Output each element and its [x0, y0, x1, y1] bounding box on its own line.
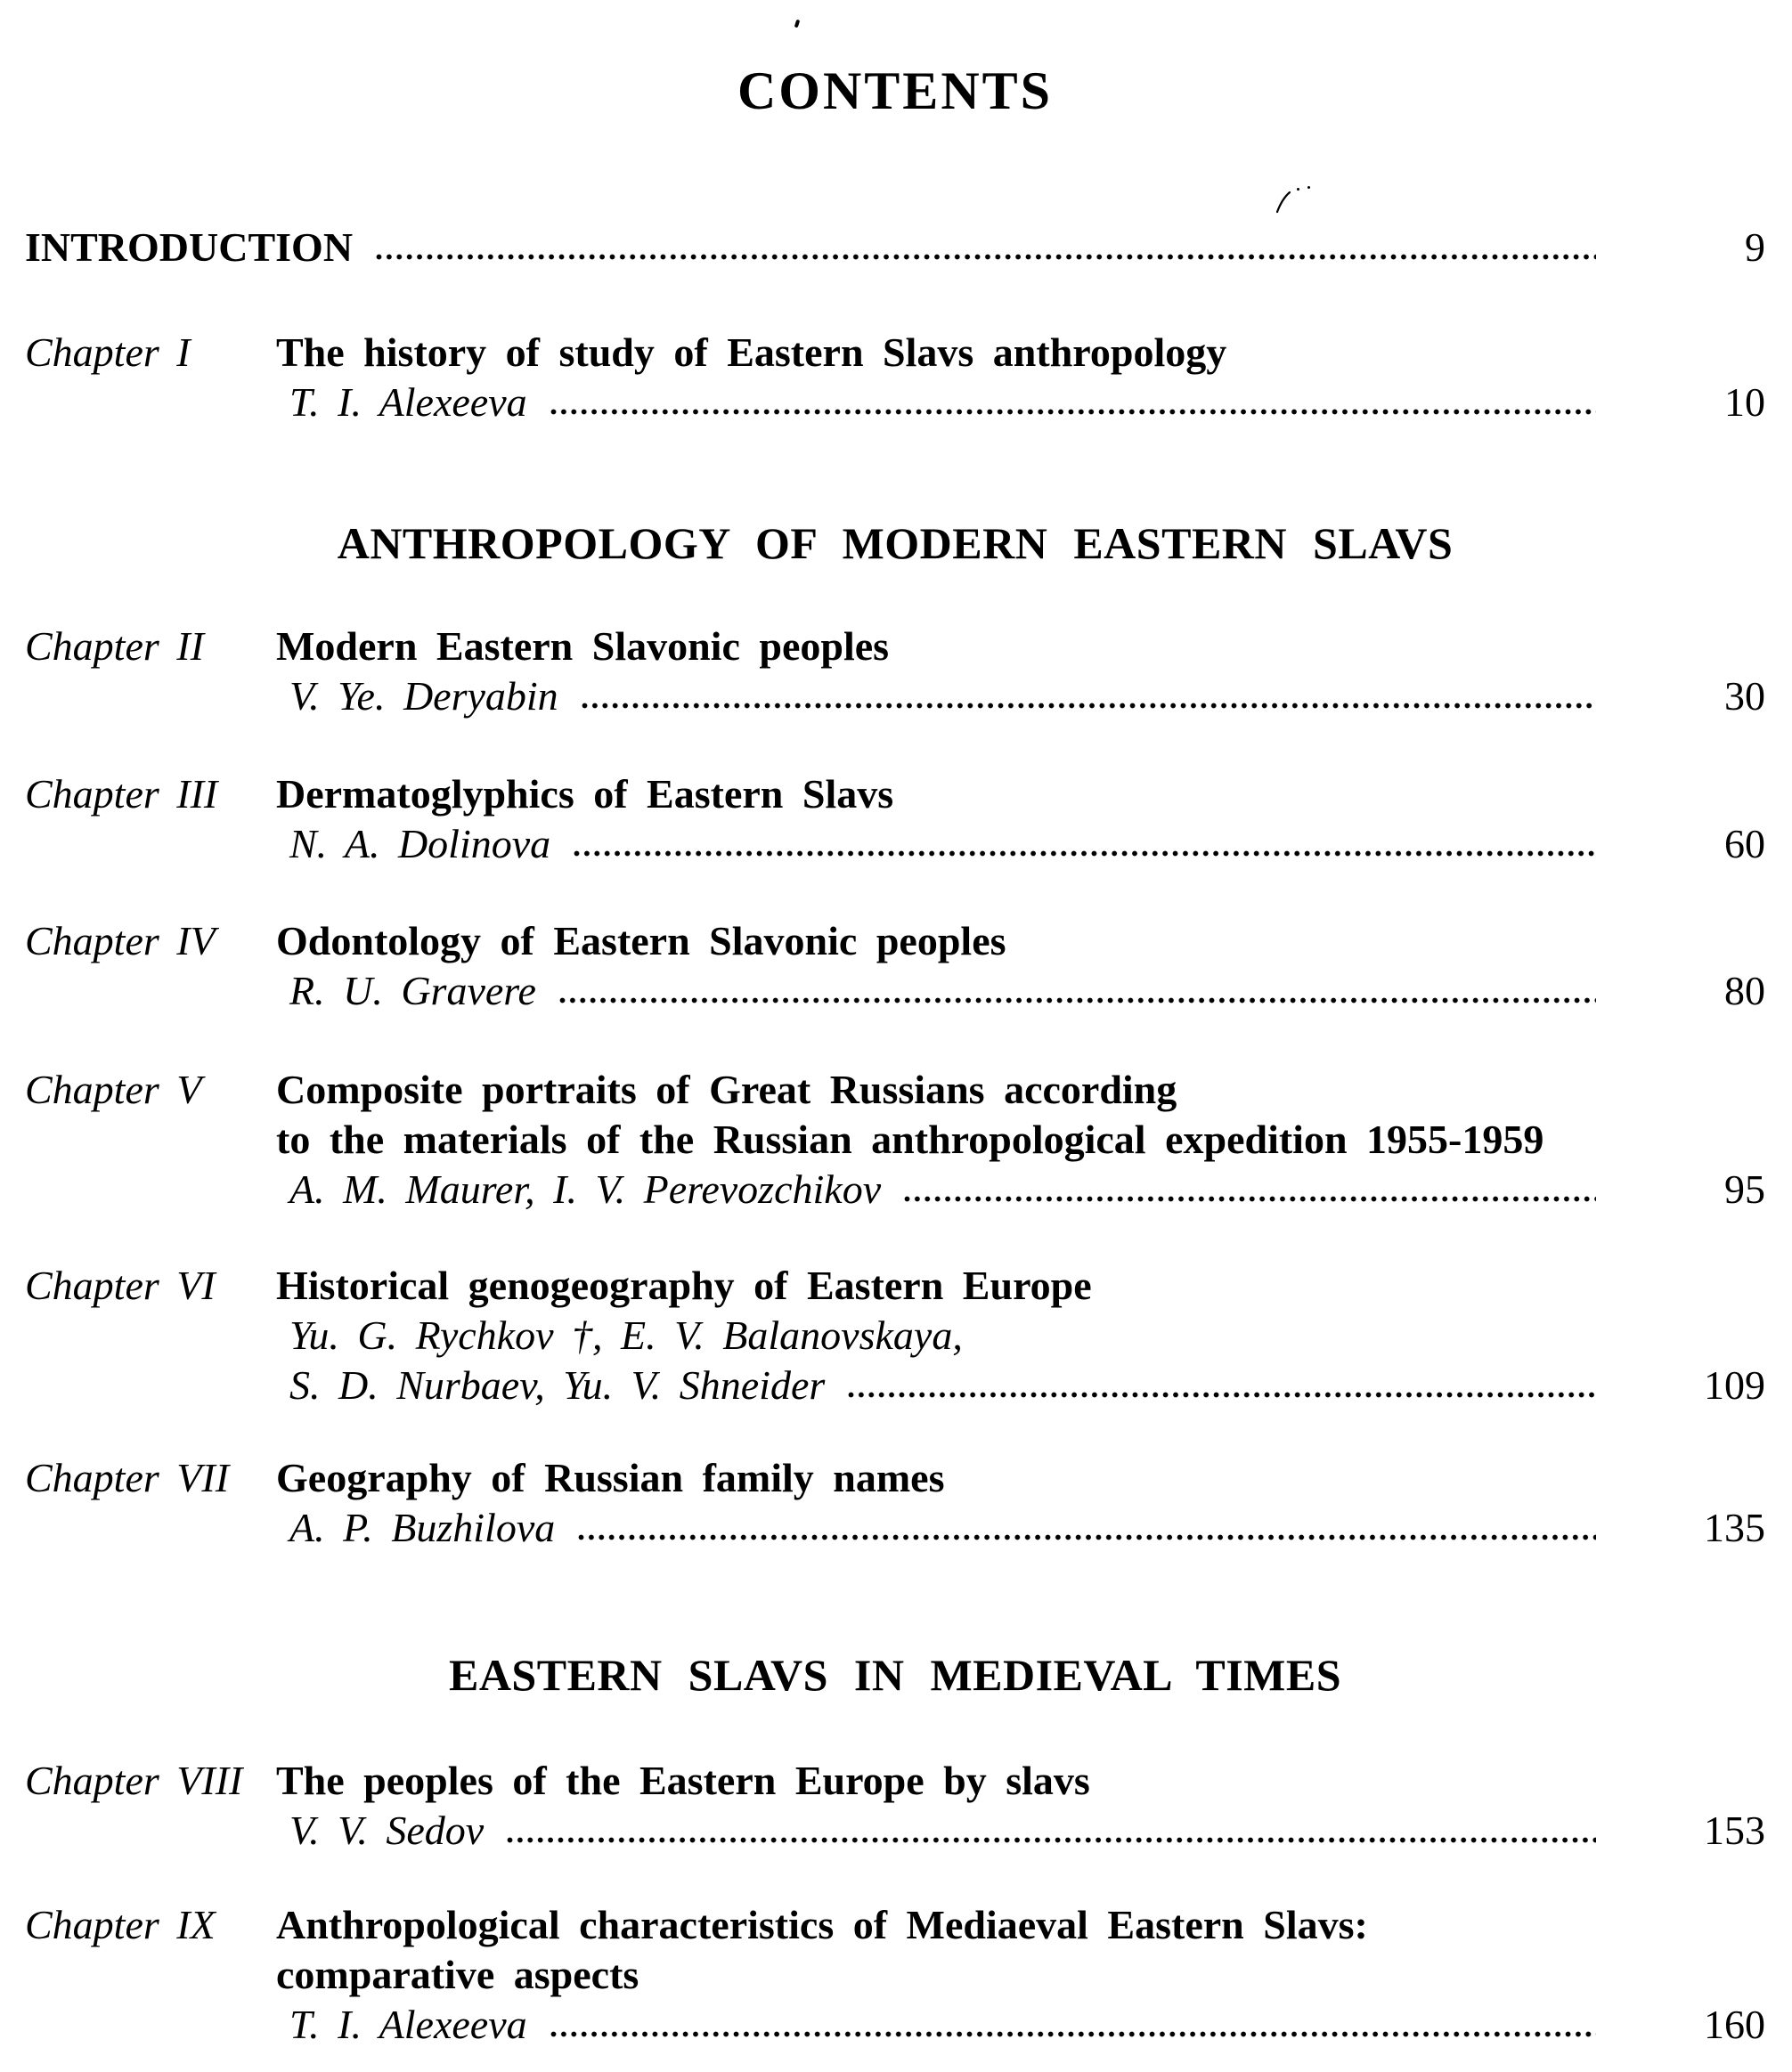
chapter-title: The peoples of the Eastern Europe by slavs	[276, 1758, 1090, 1803]
section-heading-modern: ANTHROPOLOGY OF MODERN EASTERN SLAVS	[337, 518, 1454, 568]
scan-artifact-dot	[1307, 186, 1310, 189]
chapter-title: Dermatoglyphics of Eastern Slavs	[276, 771, 894, 817]
dot-leader	[549, 408, 1596, 416]
page-number: 10	[1724, 379, 1765, 425]
author-row	[276, 1165, 1765, 1215]
scan-artifact-slash	[1275, 191, 1291, 214]
dot-leader	[846, 1391, 1596, 1399]
introduction-label: INTRODUCTION	[25, 224, 354, 270]
section-heading-medieval: EASTERN SLAVS IN MEDIEVAL TIMES	[448, 1650, 1342, 1700]
chapter-author: N. A. Dolinova	[289, 821, 551, 866]
page-number: 9	[1745, 224, 1765, 270]
author-row	[276, 1503, 1765, 1553]
chapter-label: Chapter VII	[25, 1455, 230, 1500]
toc-entry-chapter-2	[25, 622, 1765, 721]
author-row	[276, 671, 1765, 721]
chapter-title-line-2: to the materials of the Russian anthropological expedition 1955-1959	[276, 1117, 1544, 1162]
page-number: 135	[1704, 1505, 1765, 1550]
toc-entry-chapter-7	[25, 1453, 1765, 1553]
toc-entry-chapter-6	[25, 1261, 1765, 1410]
dot-leader	[558, 996, 1596, 1004]
chapter-author: A. P. Buzhilova	[289, 1505, 556, 1550]
chapter-author: V. V. Sedov	[289, 1808, 485, 1853]
dot-leader	[505, 1836, 1596, 1844]
author-row	[276, 966, 1765, 1016]
dot-leader	[902, 1195, 1596, 1203]
toc-entry-chapter-5	[25, 1065, 1765, 1215]
chapter-author: T. I. Alexeeva	[289, 379, 527, 425]
chapter-label: Chapter VIII	[25, 1758, 243, 1803]
chapter-label: Chapter III	[25, 771, 218, 817]
chapter-title: Modern Eastern Slavonic peoples	[276, 623, 890, 669]
chapter-author: A. M. Maurer, I. V. Perevozchikov	[289, 1166, 882, 1212]
author-row	[276, 819, 1765, 869]
chapter-title-line-1: Anthropological characteristics of Mediaeval Eastern Slavs:	[276, 1902, 1368, 1947]
chapter-author-line-2: S. D. Nurbaev, Yu. V. Shneider	[289, 1362, 826, 1408]
author-row	[276, 378, 1765, 427]
dot-leader	[576, 1533, 1596, 1541]
chapter-title: Geography of Russian family names	[276, 1455, 945, 1500]
chapter-title-line-1: Composite portraits of Great Russians according	[276, 1067, 1177, 1112]
author-row	[276, 1806, 1765, 1856]
dot-leader	[580, 702, 1596, 710]
page-number: 160	[1704, 2002, 1765, 2047]
dot-leader	[549, 2030, 1596, 2038]
page-number: 60	[1724, 821, 1765, 866]
scan-artifact-dot	[1297, 188, 1299, 191]
chapter-label: Chapter II	[25, 623, 204, 669]
toc-entry-chapter-4	[25, 916, 1765, 1016]
chapter-title-line-2: comparative aspects	[276, 1952, 639, 1997]
dot-leader	[374, 253, 1596, 261]
chapter-label: Chapter VI	[25, 1263, 216, 1308]
scan-artifact-speck	[794, 20, 801, 28]
page-number: 95	[1724, 1166, 1765, 1212]
toc-entry-introduction	[25, 223, 1765, 272]
page-number: 153	[1704, 1808, 1765, 1853]
chapter-label: Chapter IV	[25, 918, 216, 963]
page-number: 109	[1704, 1362, 1765, 1408]
page-number: 30	[1724, 673, 1765, 719]
toc-entry-chapter-8	[25, 1756, 1765, 1856]
chapter-author: T. I. Alexeeva	[289, 2002, 527, 2047]
chapter-title: The history of study of Eastern Slavs anthropology	[276, 329, 1227, 375]
dot-leader	[572, 849, 1596, 857]
author-row	[276, 2000, 1765, 2050]
toc-entry-chapter-9	[25, 1900, 1765, 2050]
toc-row	[25, 223, 1765, 272]
chapter-author-line-1: Yu. G. Rychkov †, E. V. Balanovskaya,	[289, 1312, 963, 1358]
chapter-title: Historical genogeography of Eastern Europe	[276, 1263, 1092, 1308]
page-title: CONTENTS	[737, 61, 1054, 120]
chapter-label: Chapter V	[25, 1067, 202, 1112]
chapter-label: Chapter I	[25, 329, 191, 375]
author-row	[276, 1361, 1765, 1410]
chapter-author: V. Ye. Deryabin	[289, 673, 558, 719]
chapter-label: Chapter IX	[25, 1902, 216, 1947]
chapter-title: Odontology of Eastern Slavonic peoples	[276, 918, 1006, 963]
chapter-author: R. U. Gravere	[289, 968, 536, 1013]
toc-entry-chapter-1	[25, 328, 1765, 427]
toc-entry-chapter-3	[25, 769, 1765, 869]
page-number: 80	[1724, 968, 1765, 1013]
